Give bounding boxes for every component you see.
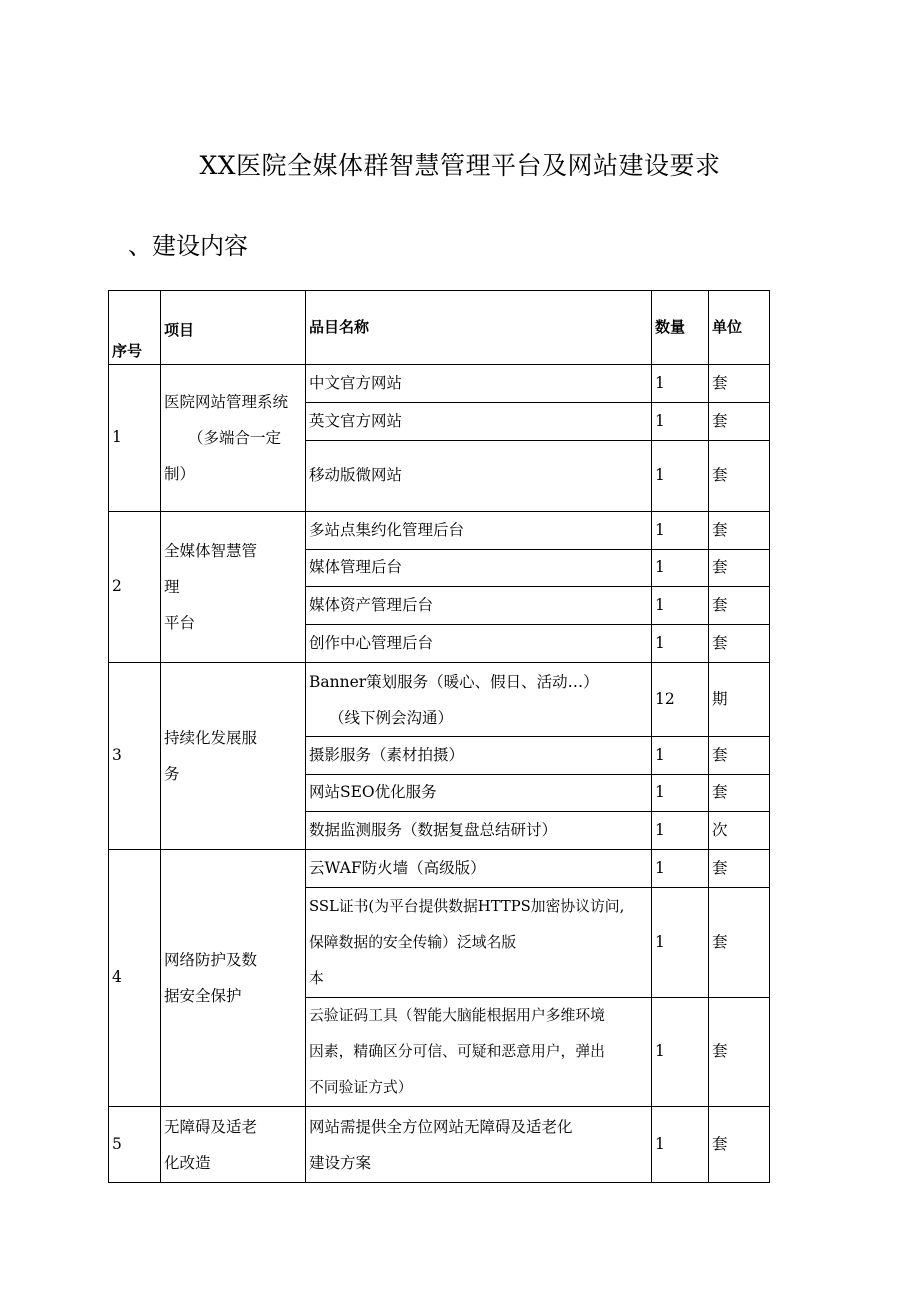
- item-cell: 数据监测服务（数据复盘总结研讨）: [306, 812, 652, 850]
- seq-cell: 2: [109, 512, 161, 663]
- item-line: 本: [309, 969, 324, 987]
- seq-cell: 1: [109, 365, 161, 512]
- table-row: [109, 1107, 770, 1183]
- table-row: [109, 850, 770, 888]
- section-heading: 、建设内容: [128, 232, 248, 260]
- qty-cell: 1: [652, 888, 709, 998]
- project-line: （多端合一定: [188, 429, 282, 447]
- item-line: （线下例会沟通）: [329, 708, 454, 727]
- project-line: 制）: [164, 465, 196, 483]
- item-line: 建设方案: [309, 1153, 372, 1172]
- item-cell: 多站点集约化管理后台: [306, 512, 652, 550]
- unit-cell: 套: [709, 587, 770, 625]
- project-cell: [161, 850, 306, 1107]
- unit-cell: 套: [709, 737, 770, 775]
- unit-cell: 次: [709, 812, 770, 850]
- table-row: [109, 512, 770, 550]
- unit-cell: 套: [709, 775, 770, 812]
- unit-cell: 套: [709, 512, 770, 550]
- project-cell: [161, 1107, 306, 1183]
- qty-cell: 1: [652, 998, 709, 1107]
- unit-cell: 套: [709, 1107, 770, 1183]
- seq-cell: 3: [109, 663, 161, 850]
- project-line: 据安全保护: [164, 987, 242, 1005]
- header-seq: 序号: [109, 291, 161, 365]
- unit-cell: 套: [709, 850, 770, 888]
- qty-cell: 1: [652, 775, 709, 812]
- item-line: 因素，精确区分可信、可疑和恶意用户，弹出: [309, 1043, 605, 1060]
- item-cell: [306, 998, 652, 1107]
- item-cell: 摄影服务（素材拍摄）: [306, 737, 652, 775]
- seq-cell: 4: [109, 850, 161, 1107]
- unit-cell: 套: [709, 625, 770, 663]
- project-line: 持续化发展服: [164, 729, 258, 747]
- item-cell: [306, 888, 652, 998]
- seq-cell: 5: [109, 1107, 161, 1183]
- unit-cell: 套: [709, 888, 770, 998]
- project-line: 化改造: [164, 1153, 211, 1172]
- unit-cell: 套: [709, 550, 770, 587]
- qty-cell: 1: [652, 850, 709, 888]
- table-row: [109, 365, 770, 403]
- project-line: 理: [164, 578, 180, 596]
- project-line: 全媒体智慧管: [164, 542, 258, 560]
- unit-cell: 套: [709, 998, 770, 1107]
- qty-cell: 1: [652, 512, 709, 550]
- unit-cell: 套: [709, 403, 770, 441]
- item-line: 网站需提供全方位网站无障碍及适老化: [309, 1117, 573, 1136]
- item-line: SSL证书(为平台提供数据HTTPS加密协议访问,: [309, 897, 625, 915]
- item-cell: 移动版微网站: [306, 441, 652, 512]
- unit-cell: 套: [709, 441, 770, 512]
- item-line: 保障数据的安全传输）泛域名版: [309, 933, 517, 951]
- item-cell: [306, 1107, 652, 1183]
- item-line: 云验证码工具（智能大脑能根据用户多维环境: [309, 1007, 605, 1024]
- project-line: 网络防护及数: [164, 951, 258, 969]
- project-cell: [161, 663, 306, 850]
- qty-cell: 1: [652, 625, 709, 663]
- header-qty: 数量: [652, 291, 709, 365]
- table-header-row: [109, 291, 770, 365]
- document-title: XX医院全媒体群智慧管理平台及网站建设要求: [199, 151, 721, 180]
- qty-cell: 1: [652, 550, 709, 587]
- item-cell: 中文官方网站: [306, 365, 652, 403]
- qty-cell: 1: [652, 441, 709, 512]
- qty-cell: 1: [652, 587, 709, 625]
- item-line: 不同验证方式）: [309, 1079, 413, 1096]
- qty-cell: 1: [652, 365, 709, 403]
- item-cell: [306, 663, 652, 737]
- header-item: 品目名称: [306, 291, 652, 365]
- project-line: 无障碍及适老: [164, 1117, 258, 1136]
- item-cell: 网站SEO优化服务: [306, 775, 652, 812]
- project-line: 务: [164, 765, 180, 783]
- item-cell: 媒体管理后台: [306, 550, 652, 587]
- qty-cell: 1: [652, 737, 709, 775]
- unit-cell: 期: [709, 663, 770, 737]
- qty-cell: 1: [652, 403, 709, 441]
- item-line: Banner策划服务（暖心、假日、活动…）: [309, 672, 599, 691]
- qty-cell: 1: [652, 1107, 709, 1183]
- item-cell: 媒体资产管理后台: [306, 587, 652, 625]
- project-cell: [161, 512, 306, 663]
- header-project: 项目: [161, 291, 306, 365]
- qty-cell: 1: [652, 812, 709, 850]
- project-line: 医院网站管理系统: [164, 393, 289, 411]
- item-cell: 英文官方网站: [306, 403, 652, 441]
- table-row: [109, 663, 770, 737]
- project-line: 平台: [164, 614, 196, 632]
- item-cell: 创作中心管理后台: [306, 625, 652, 663]
- unit-cell: 套: [709, 365, 770, 403]
- qty-cell: 12: [652, 663, 709, 737]
- header-unit: 单位: [709, 291, 770, 365]
- item-cell: 云WAF防火墙（高级版）: [306, 850, 652, 888]
- requirements-table: [108, 290, 770, 1183]
- project-cell: [161, 365, 306, 512]
